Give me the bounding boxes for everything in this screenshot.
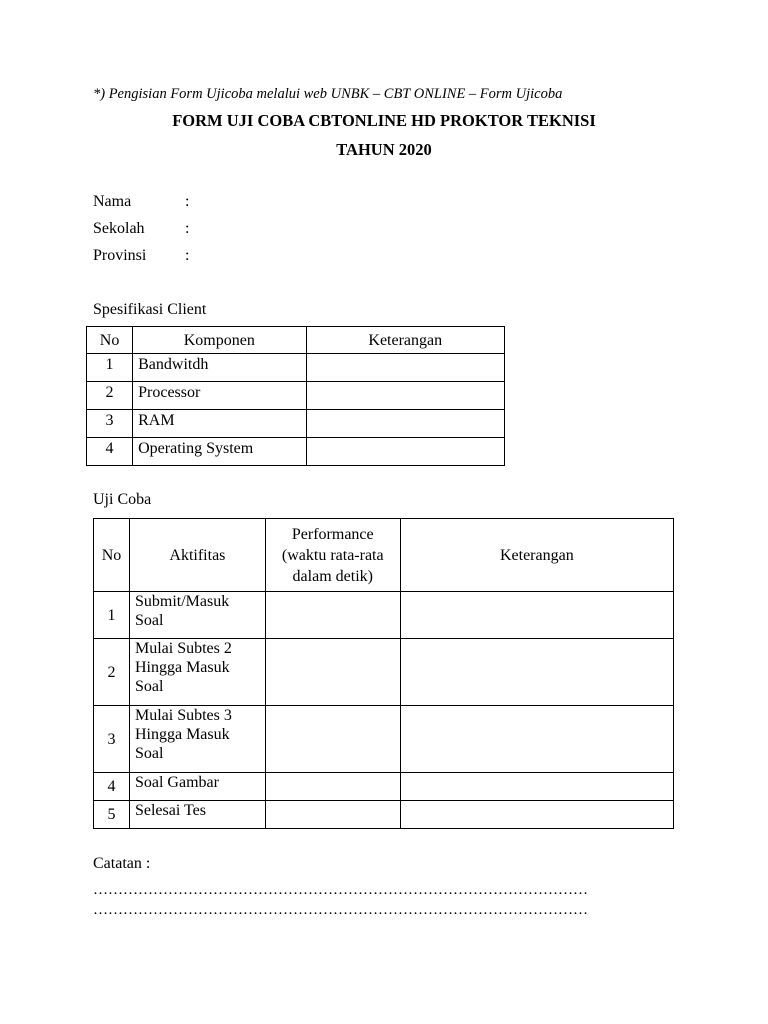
- catatan-line[interactable]: ………………………………………………………………………………………: [93, 882, 588, 898]
- aktifitas-cell: [129, 592, 265, 639]
- aktifitas-line: Soal: [134, 745, 164, 762]
- table-row: [87, 410, 505, 438]
- field-colon: :: [185, 247, 190, 264]
- aktifitas-line: Soal: [134, 612, 164, 629]
- field-colon: :: [185, 220, 190, 237]
- row-number: 4: [87, 438, 133, 466]
- table-row: [87, 354, 505, 382]
- keterangan-cell[interactable]: [400, 801, 673, 829]
- table-header-row: [87, 327, 505, 354]
- row-number: 3: [87, 410, 133, 438]
- table-row: [87, 382, 505, 410]
- performance-cell[interactable]: [265, 706, 400, 773]
- section-title-uji-coba: Uji Coba: [93, 491, 152, 508]
- aktifitas-line: Hingga Masuk: [134, 726, 230, 743]
- uji-coba-table: [93, 518, 674, 829]
- catatan-line[interactable]: ………………………………………………………………………………………: [93, 902, 588, 918]
- performance-cell[interactable]: [265, 773, 400, 801]
- performance-cell[interactable]: [265, 639, 400, 706]
- section-title-spesifikasi: Spesifikasi Client: [93, 301, 207, 318]
- catatan-label: Catatan :: [93, 855, 151, 872]
- row-number: 4: [94, 773, 130, 801]
- table-row: [94, 773, 674, 801]
- keterangan-cell[interactable]: [400, 706, 673, 773]
- komponen-cell: Processor: [133, 382, 306, 410]
- keterangan-cell[interactable]: [306, 438, 504, 466]
- row-number: 2: [94, 639, 130, 706]
- row-number: 1: [87, 354, 133, 382]
- column-header-komponen: Komponen: [133, 327, 306, 354]
- aktifitas-line: Soal Gambar: [134, 774, 219, 791]
- aktifitas-line: Soal: [134, 678, 164, 695]
- aktifitas-cell: [129, 639, 265, 706]
- column-header-no: No: [87, 327, 133, 354]
- aktifitas-line: Submit/Masuk: [134, 593, 230, 610]
- performance-header-line: (waktu rata-rata: [281, 546, 384, 564]
- field-colon: :: [185, 193, 190, 210]
- performance-header-line: dalam detik): [292, 567, 373, 585]
- column-header-keterangan: Keterangan: [306, 327, 504, 354]
- field-label-provinsi: Provinsi: [93, 247, 147, 264]
- aktifitas-line: Mulai Subtes 2: [134, 640, 232, 657]
- column-header-no: No: [94, 519, 130, 592]
- table-row: [94, 706, 674, 773]
- table-row: [94, 639, 674, 706]
- aktifitas-cell: [129, 773, 265, 801]
- table-row: [94, 801, 674, 829]
- keterangan-cell[interactable]: [306, 410, 504, 438]
- row-number: 2: [87, 382, 133, 410]
- keterangan-cell[interactable]: [306, 382, 504, 410]
- row-number: 3: [94, 706, 130, 773]
- aktifitas-cell: [129, 801, 265, 829]
- performance-cell[interactable]: [265, 592, 400, 639]
- column-header-performance: [265, 519, 400, 592]
- keterangan-cell[interactable]: [400, 639, 673, 706]
- field-label-sekolah: Sekolah: [93, 220, 145, 237]
- komponen-cell: Operating System: [133, 438, 306, 466]
- performance-cell[interactable]: [265, 801, 400, 829]
- performance-header-line: Performance: [291, 525, 374, 543]
- form-year: TAHUN 2020: [336, 140, 432, 159]
- aktifitas-line: Mulai Subtes 3: [134, 707, 232, 724]
- column-header-keterangan: Keterangan: [400, 519, 673, 592]
- spesifikasi-client-table: [86, 326, 505, 466]
- aktifitas-cell: [129, 706, 265, 773]
- komponen-cell: RAM: [133, 410, 306, 438]
- row-number: 1: [94, 592, 130, 639]
- form-title: FORM UJI COBA CBTONLINE HD PROKTOR TEKNISI: [172, 111, 596, 130]
- komponen-cell: Bandwitdh: [133, 354, 306, 382]
- aktifitas-line: Hingga Masuk: [134, 659, 230, 676]
- table-header-row: [94, 519, 674, 592]
- column-header-aktifitas: Aktifitas: [129, 519, 265, 592]
- table-row: [87, 438, 505, 466]
- keterangan-cell[interactable]: [400, 773, 673, 801]
- keterangan-cell[interactable]: [306, 354, 504, 382]
- form-instruction-note: *) Pengisian Form Ujicoba melalui web UNBK – CBT ONLINE – Form Ujicoba: [93, 86, 563, 102]
- keterangan-cell[interactable]: [400, 592, 673, 639]
- table-row: [94, 592, 674, 639]
- field-label-nama: Nama: [93, 193, 132, 210]
- aktifitas-line: Selesai Tes: [134, 802, 206, 819]
- row-number: 5: [94, 801, 130, 829]
